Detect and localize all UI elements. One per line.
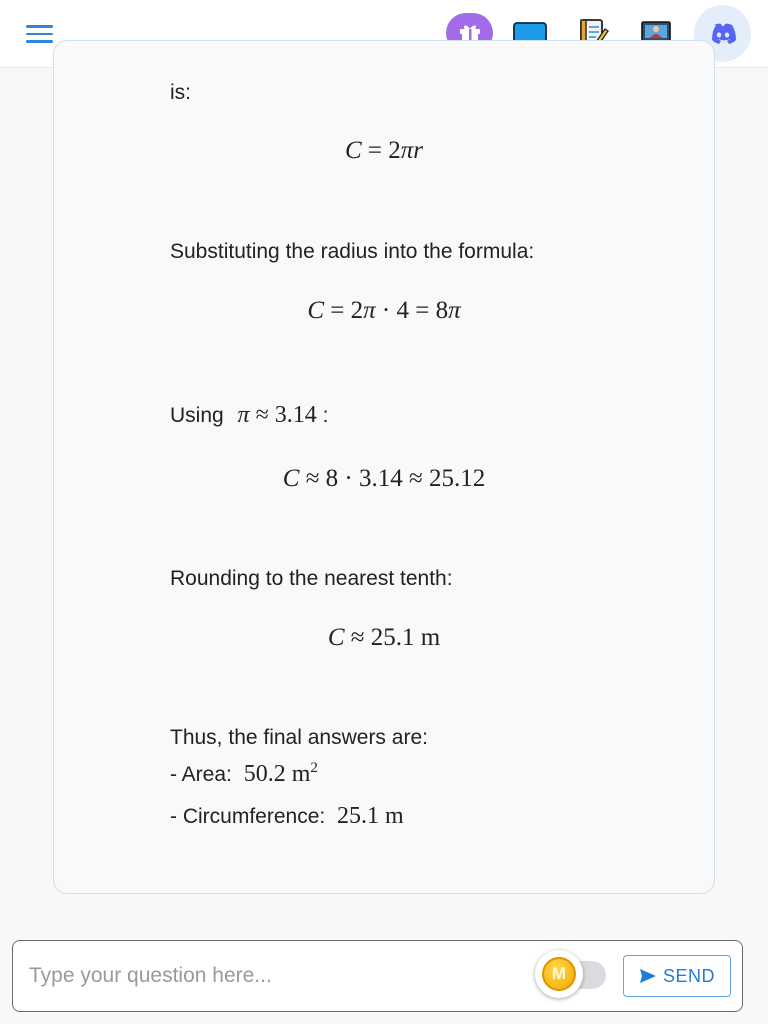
question-input-box (12, 940, 743, 1012)
circumference-label: - Circumference: (170, 805, 326, 828)
pi-approx: π ≈ 3.14 (237, 402, 317, 428)
area-answer (170, 761, 318, 788)
using-pi-line (170, 402, 328, 429)
circumference-value: 25.1 m (337, 803, 404, 829)
send-label: SEND (662, 965, 715, 986)
final-text: Thus, the final answers are: (170, 726, 428, 749)
formula-rounded: C ≈ 25.1 m (327, 624, 441, 651)
using-label: Using (170, 404, 224, 427)
send-arrow-icon (639, 968, 657, 984)
substitute-text: Substituting the radius into the formula: (170, 240, 535, 263)
send-button[interactable] (623, 955, 731, 997)
area-value: 50.2 $m^2$ (243, 760, 318, 787)
circumference-answer (170, 803, 404, 830)
question-input[interactable] (29, 959, 509, 993)
using-suffix: : (322, 404, 329, 427)
area-label: - Area: (170, 763, 232, 786)
intro-fragment: is: (170, 81, 191, 104)
formula-approx: C ≈ 8 · 3.14 ≈ 25.12 (282, 465, 486, 492)
formula-circumference: C = 2πr (344, 137, 424, 164)
coin-icon[interactable]: M (535, 950, 583, 998)
menu-icon[interactable] (26, 25, 53, 44)
rounding-text: Rounding to the nearest tenth: (170, 567, 453, 590)
formula-substitution: C = 2π · 4 = 8π (307, 297, 461, 324)
